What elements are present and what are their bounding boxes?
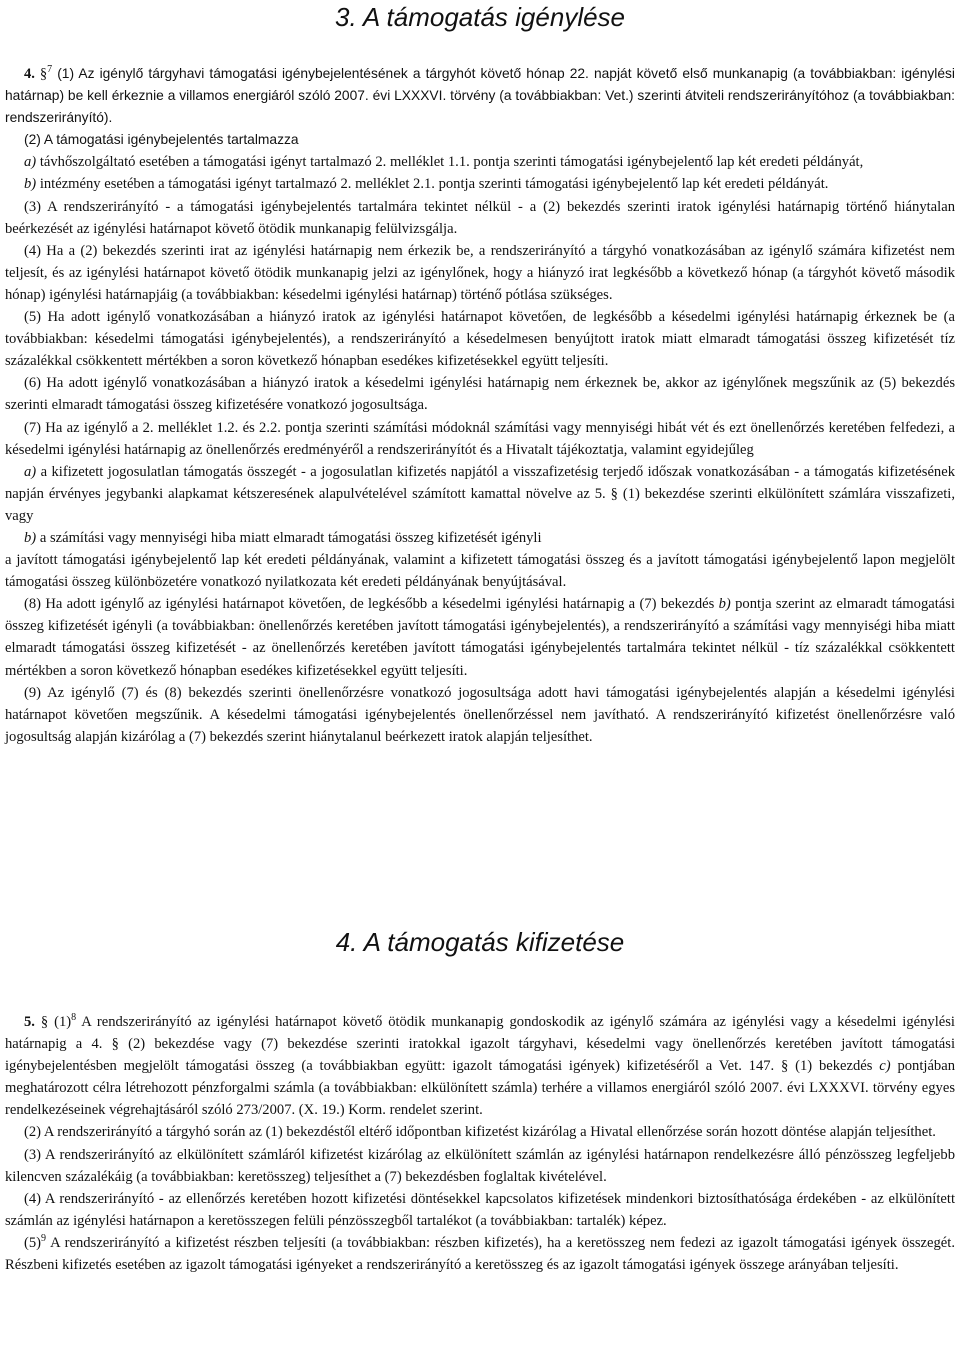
section-number: 5. <box>24 1014 35 1030</box>
point-text: intézmény esetében a támogatási igényt tartalmazó 2. melléklet 2.1. pontja szerinti támogatási igénybejelentő lap két eredeti példányát. <box>36 176 829 193</box>
paragraph-4-9: (9) Az igénylő (7) és (8) bekezdés szerinti önellenőrzésre vonatkozó jogosultsága adott havi támogatási igénybejelentés alapján a késedelmi igénylési határnapot követően megszűnik. A késedelmi támogatási igénybejelentés önellenőrzéssel nem javítható. A rendszerirányító kifizetést önellenőrzésre való jogosultság alapján kizárólag a (7) bekezdés szerint hiánytalanul beérkezett iratok alapján teljesíthet. <box>5 684 955 745</box>
point-text: a számítási vagy mennyiségi hiba miatt elmaradt támogatási összeg kifizetését igényli <box>36 529 542 546</box>
section-4-body <box>5 1011 955 1276</box>
point-a <box>5 151 955 173</box>
paragraph-5-4: (4) A rendszerirányító - az ellenőrzés keretében hozott kifizetési döntésekkel kapcsolatos kifizetések mindenkori biztosíthatósága érdekében - az elkülönített számlán az igénylési határnapon a keretösszegen felüli pénzösszegből tartalékot (a továbbiakban: tartalék) képez. <box>5 1190 955 1229</box>
point-label: c) <box>879 1058 891 1075</box>
point-label: a) <box>24 463 37 480</box>
paragraph-sign: § (1) <box>34 1014 72 1030</box>
point-text: a kifizetett jogosulatlan támogatás összegét - a jogosulatlan kifizetés napjától a visszafizetésig terjedő időszak vonatkozásában - a támogatás kifizetésének napján érvényes jegybanki alapkamat kétszeresének alapulvételével számított kamattal növelve az 5. § (1) bekezdése szerinti elkülönített számlára visszafizeti, vagy <box>5 463 955 524</box>
point-b <box>5 527 955 549</box>
section-3-body <box>5 63 955 748</box>
paragraph-4-7: (7) Ha az igénylő a 2. melléklet 1.2. és 2.2. pontja szerinti számítási módoknál számítási vagy mennyiségi hibát vét és ezt önellenőrzés keretében felfedezi, a késedelmi igénylési határnapig az önellenőrzés eredményéről a rendszerirányítót és a Hivatalt tájékoztatja, valamint egyidejűleg <box>5 419 955 458</box>
point-label: a) <box>24 154 37 171</box>
section-number: 4. <box>24 66 35 82</box>
paragraph-text: pontjában meghatározott célra létrehozott pénzforgalmi számla (a továbbiakban: elkülönített számla) terhére a villamos energiáról szóló 2007. évi LXXXVI. törvény egyes rendelkezéseinek végrehajtásáról szóló 273/2007. (X. 19.) Korm. rendelet szerint. <box>5 1058 955 1119</box>
point-text: távhőszolgáltató esetében a támogatási igényt tartalmazó 2. melléklet 1.1. pontja szerinti támogatási igénybejelentő lap két eredeti példányát, <box>36 154 864 171</box>
paragraph-text: A rendszerirányító az igénylési határnapot követő ötödik munkanapig gondoskodik az igénylő számára az igénylési vagy a késedelmi igénylési határnapig a 4. § (2) bekezdése vagy (7) bekezdése szerinti iratokkal igazolt tárgyhavi, késedelmi vagy önellenőrzés keretében javított támogatási igénybejelentésben megjelölt támogatási összeg (a továbbiakban együtt: igazolt támogatási igények) kifizetéséről a Vet. 147. § (1) bekezdés <box>5 1014 955 1075</box>
point-label: b) <box>718 596 731 613</box>
paragraph-sign: § <box>34 66 48 82</box>
point-a <box>5 461 955 527</box>
paragraph-4-6: (6) Ha adott igénylő vonatkozásában a hiányzó iratok a késedelmi igénylési határnapig nem érkeznek be, akkor az igénylőnek megszűnik az (5) bekezdés szerinti elmaradt támogatási összeg kifizetésére vonatkozó jogosultsága. <box>5 375 955 414</box>
paragraph-text: (8) Ha adott igénylő az igénylési határnapot követően, de legkésőbb a késedelmi igénylési határnapig a (7) bekezdés <box>24 596 719 613</box>
paragraph-4-3: (3) A rendszerirányító - a támogatási igénybejelentés tartalmára tekintet nélkül - a (2) bekezdés szerinti iratok igénylési határnapig történő hiánytalan beérkezését az igénylési határnapot követő ötödik munkanapig felülvizsgálja. <box>5 198 955 237</box>
paragraph-4-2: (2) A támogatási igénybejelentés tartalmazza <box>24 132 299 148</box>
paragraph-text: pontja szerint az elmaradt támogatási összeg kifizetését igényli (a továbbiakban: önellenőrzés keretében javított támogatási igénybejelentés), a rendszerirányító a számítási vagy mennyiségi hiba miatt elmaradt támogatási összeg kifizetését - az önellenőrzés keretében javított támogatási igénybejelentés tartalmára tekintet nélkül - tíz százalékkal csökkentett mértékben a soron következő hónapban esedékes kifizetésekkel együtt teljesíti. <box>5 596 955 679</box>
paragraph-5-1 <box>5 1011 955 1121</box>
document-page <box>5 0 955 1274</box>
paragraph-5-5 <box>5 1232 955 1276</box>
footnote-ref: 9 <box>41 1232 47 1244</box>
point-label: b) <box>24 529 37 546</box>
point-label: b) <box>24 176 37 193</box>
paragraph-text: (1) Az igénylő tárgyhavi támogatási igénybejelentésének a tárgyhót követő hónap 22. napját követő első munkanapig (a továbbiakban: igénylési határnap) be kell érkeznie a villamos energiáról szóló 2007. évi LXXXVI. törvény (a továbbiakban: Vet.) szerinti átviteli rendszerirányítóhoz (a továbbiakban: rendszerirányító). <box>5 66 955 126</box>
paragraph-4-5: (5) Ha adott igénylő vonatkozásában a hiányzó iratok az igénylési határnapot követően, de legkésőbb a késedelmi igénylési határnapig érkeznek be (a továbbiakban: késedelmi támogatási igénybejelentés), a rendszerirányító a késedelmesen benyújtott iratok miatt elmaradt támogatási összeg kifizetését tíz százalékkal csökkentett mértékben a soron következő hónapban esedékes kifizetésekkel együtt teljesíti. <box>5 309 955 370</box>
paragraph-text: A rendszerirányító a kifizetést részben teljesíti (a továbbiakban: részben kifizetés), ha a keretösszeg nem fedezi az igazolt támogatási igények összegét. Részbeni kifizetés esetében az igazolt támogatási igényeket a rendszerirányító a keretösszeg és az igazolt támogatási igények összege arányában teljesíti. <box>5 1234 955 1274</box>
section-heading: 4. A támogatás kifizetése <box>335 927 625 957</box>
paragraph-text: (5) <box>24 1234 42 1251</box>
footnote-ref: 8 <box>71 1012 77 1023</box>
footnote-ref: 7 <box>47 64 53 75</box>
paragraph-4-1 <box>5 63 955 129</box>
paragraph-4-8 <box>5 593 955 681</box>
paragraph-4-7-closing: a javított támogatási igénybejelentő lap két eredeti példányának, valamint a kifizetett támogatási összeg és a javított támogatási igénybejelentő lapon megjelölt támogatási összeg különbözetére vonatkozó nyilatkozata két eredeti példányának benyújtásával. <box>5 552 955 591</box>
section-3-heading-wrap <box>5 0 955 61</box>
point-b <box>5 173 955 195</box>
paragraph-4-4: (4) Ha a (2) bekezdés szerinti irat az igénylési határnapig nem érkezik be, a rendszerirányító a tárgyhó vonatkozásában az igénylő számára kifizetést nem teljesít, és az igénylési határnapot követő ötödik munkanapig jelzi az igénylőnek, hogy a hiányzó irat legkésőbb a következő hónap (a tárgyhót követő második hónap) igénylési határnapjáig (a továbbiakban: késedelmi igénylési határnap) történő pótlása szükséges. <box>5 242 955 303</box>
paragraph-5-2: (2) A rendszerirányító a tárgyhó során az (1) bekezdéstől eltérő időpontban kifizetést kizárólag a Hivatal ellenőrzése során hozott döntése alapján teljesíthet. <box>24 1124 936 1141</box>
paragraph-5-3: (3) A rendszerirányító az elkülönített számláról kifizetést kizárólag az elkülönített számlán az igénylési határnapon rendelkezésre álló pénzösszeg legfeljebb kilencven százalékáig (a továbbiakban: keretösszeg) teljesíthet a (7) bekezdésben foglaltak kivételével. <box>5 1146 955 1185</box>
section-heading: 3. A támogatás igénylése <box>334 2 626 32</box>
